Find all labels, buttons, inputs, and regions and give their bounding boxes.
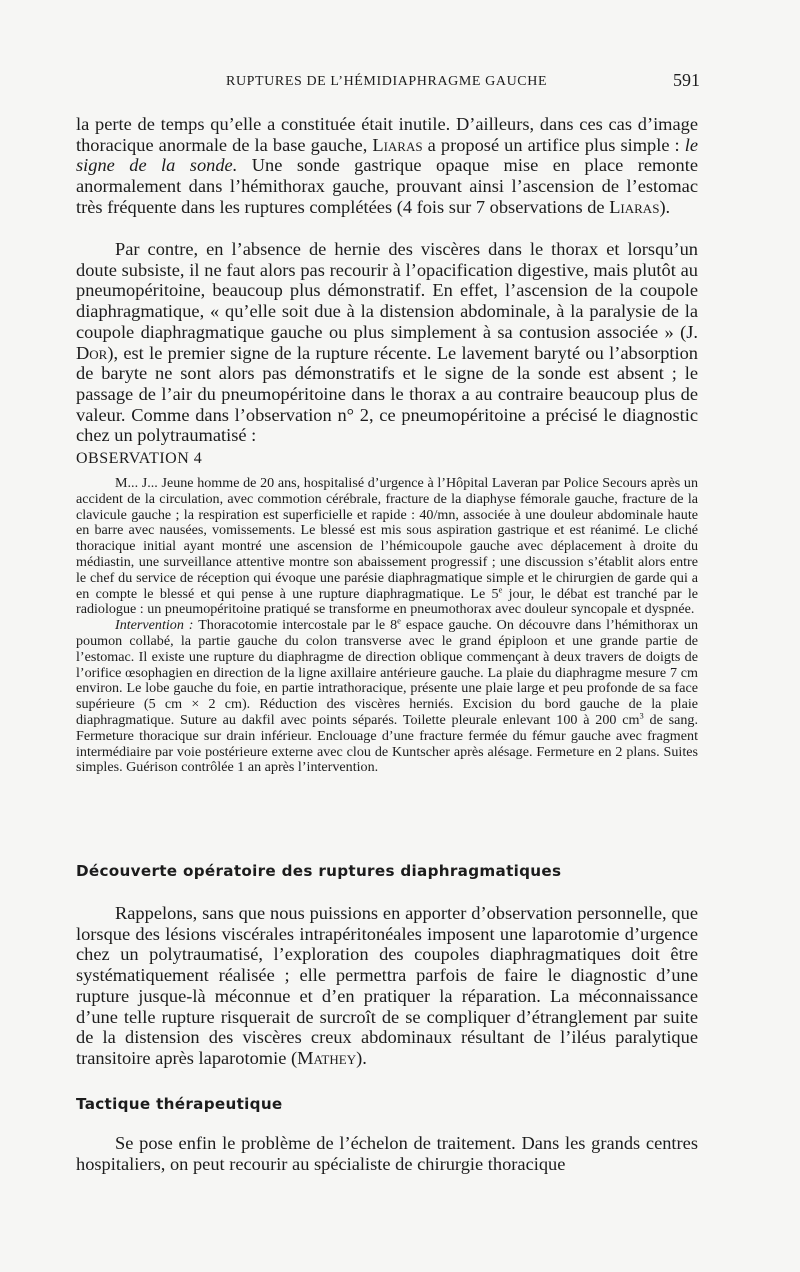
intervention-report: Intervention : Thoracotomie intercostale par le 8e espace gauche. On découvre dans l’hémithorax un poumon collabé, la partie gauche du colon transverse avec le grand épiploon et une grande partie de l’estomac. Il existe une rupture du diaphragme de direction oblique commençant à deux travers de doigts de l’orifice œsophagien en direction de la ligne axillaire antérieure gauche. La plaie du diaphragme mesure 7 cm environ. Le lobe gauche du foie, en partie intrathoracique, présente une plaie large et peu profonde de sa face supérieure (5 cm × 2 cm). Réduction des viscères herniés. Excision du bord gauche de la plaie diaphragmatique. Suture au dakfil avec points séparés. Toilette pleurale enlevant 100 à 200 $cm^3$ de sang. Fermeture thoracique sur drain inférieur. Enclouage d’une fracture fermée du fémur gauche avec fragment intermédiaire par voie postérieure externe avec clou de Kuntscher après alésage. Fermeture en 2 plans. Suites simples. Guérison contrôlée 1 an après l’intervention. bbox=[76, 615, 698, 776]
paragraph-1: la perte de temps qu’elle a constituée était inutile. D’ailleurs, dans ces cas d’image thoracique anormale de la base gauche, Liaras a proposé un artifice plus simple : le signe de la sonde. Une sonde gastrique opaque mise en place remonte anormalement dans l’hémithorax gauche, prouvant ainsi l’ascension de l’estomac très fréquente dans les ruptures complétées (4 fois sur 7 observations de Liaras). bbox=[76, 114, 699, 217]
author-name: Mathey bbox=[297, 1047, 357, 1068]
section-heading-discovery: Découverte opératoire des ruptures diaphragmatiques bbox=[76, 862, 562, 880]
author-name: Liaras bbox=[372, 134, 423, 155]
paragraph-2: Par contre, en l’absence de hernie des viscères dans le thorax et lorsqu’un doute subsiste, il ne faut alors pas recourir à l’opacification digestive, mais plutôt au pneumopéritoine, beaucoup plus démonstratif. En effet, l’ascension de la coupole diaphragmatique, « qu’elle soit due à la distension abdominale, à la paralysie de la coupole diaphragmatique gauche ou plus simplement à sa contusion associée » (J. Dor), est le premier signe de la rupture récente. Le lavement baryté ou l’absorption de baryte ne sont alors pas démonstratifs et le signe de la sonde est absent ; le passage de l’air du pneumopéritoine dans le thorax a au contraire beaucoup plus de valeur. Comme dans l’observation n° 2, ce pneumopéritoine a précisé le diagnostic chez un polytraumatisé : bbox=[76, 239, 698, 446]
intervention-label: Intervention : bbox=[115, 617, 194, 634]
page-number: 591 bbox=[673, 70, 700, 90]
author-name: Dor bbox=[76, 342, 108, 363]
section-1-paragraph: Rappelons, sans que nous puissions en apporter d’observation personnelle, que lorsque des lésions viscérales intrapéritonéales imposent une laparotomie d’urgence chez un polytraumatisé, l’exploration des coupoles diaphragmatiques doit être systématiquement réalisée ; elle permettra parfois de faire le diagnostic d’une rupture jusque-là méconnue et d’en pratiquer la réparation. La méconnaissance d’une telle rupture risquerait de surcroît de se compliquer d’étranglement par suite de la distension des viscères creux abdominaux résultant de l’iléus paralytique transitoire après laparotomie (Mathey). bbox=[76, 903, 698, 1068]
observation-case bbox=[76, 476, 698, 776]
observation-title: OBSERVATION 4 bbox=[76, 450, 203, 467]
author-name: Liaras bbox=[609, 196, 660, 217]
section-heading-tactics: Tactique thérapeutique bbox=[76, 1095, 283, 1113]
emphasis-text: le signe de la sonde. bbox=[76, 134, 698, 176]
running-title: RUPTURES DE L’HÉMIDIAPHRAGME GAUCHE bbox=[226, 74, 548, 89]
case-history: M... J... Jeune homme de 20 ans, hospitalisé d’urgence à l’Hôpital Laveran par Police Secours après un accident de la circulation, avec commotion cérébrale, fracture de la diaphyse fémorale gauche, fracture de la clavicule gauche ; la respiration est superficielle et rapide : 40/mn, associée à une douleur abdominale haute en barre avec nausées, vomissements. Le blessé est mis sous aspiration gastrique et est réanimé. Le cliché thoracique initial ayant montré une ascension de l’hémicoupole gauche avec déplacement à droite du médiastin, une surveillance attentive montre son abaissement progressif ; une discussion s’établit alors entre le chef du service de réception qui évoque une parésie diaphragmatique simple et le chirurgien de garde qui a en compte le blessé et qui pense à une rupture diaphragmatique. Le 5e jour, le débat est tranché par le radiologue : un pneumopéritoine pratiqué se transforme en pneumothorax avec douleur syncopale et dyspnée. bbox=[76, 475, 699, 618]
section-2-paragraph: Se pose enfin le problème de l’échelon de traitement. Dans les grands centres hospitaliers, on peut recourir au spécialiste de chirurgie thoracique bbox=[76, 1133, 698, 1174]
